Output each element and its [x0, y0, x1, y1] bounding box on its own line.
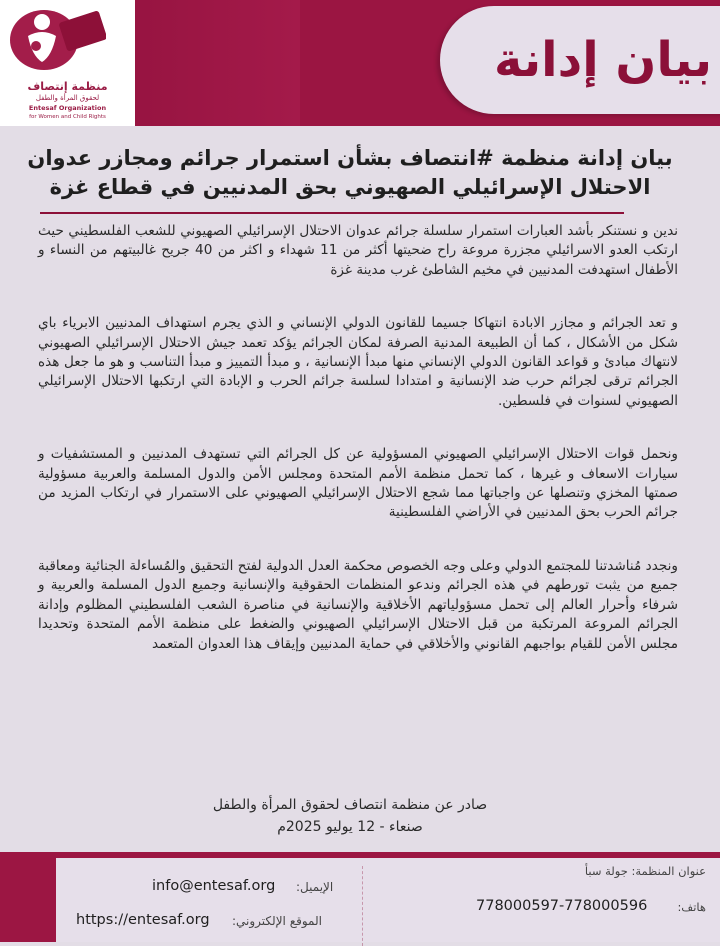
logo-name-en: Entesaf Organization — [28, 104, 107, 112]
footer-divider — [362, 866, 363, 946]
logo — [0, 0, 135, 126]
statement-body — [38, 222, 678, 654]
paragraph-responsibility: ونحمل قوات الاحتلال الإسرائيلي الصهيوني المسؤولية عن كل الجرائم التي تستهدف المدنيين و المستشفيات و سيارات الاسعاف و غيرها ، كما تحمل منظمة الأمم المتحدة ومجلس الأمن والدول المسلمة والعربية مسؤولية صمتها المخزي وتنصلها عن واجباتها مما شجع الاحتلال الإسرائيلي الصهيوني على الاستمرار في ارتكاب المزيد من جرائم الحرب بحق المدنيين في الأراضي الفلسطينية — [38, 446, 678, 521]
paragraph-appeal: ونجدد مُناشدتنا للمجتمع الدولي وعلى وجه الخصوص محكمة العدل الدولية لفتح التحقيق والمُساءلة الجنائية ومعاقبة جميع من يثبت تورطهم في هذه الجرائم وندعو المنظمات الحقوقية والإنسانية وجميع الدول المسلمة والعربية و شرفاء وأحرار العالم إلى تحمل مسؤولياتهم الأخلاقية والإنسانية في مناصرة الشعب الفلسطيني المظلوم وإدانة الجرائم المروعة المرتكبة من قبل الاحتلال الإسرائيلي الصهيوني والضغط على منظمة الأمم المتحدة وتحديدا مجلس الأمن للقيام بواجبهم القانوني والأخلاقي في حماية المدنيين وإيقاف هذا العدوان المتعمد — [38, 557, 678, 652]
header — [0, 0, 720, 130]
email-link[interactable]: info@entesaf.org — [152, 878, 276, 894]
page-title: بيان إدانة — [494, 32, 712, 88]
footer — [0, 852, 720, 942]
statement-headline: بيان إدانة منظمة #انتصاف بشأن استمرار جرائم ومجازر عدوان الاحتلال الإسرائيلي الصهيوني بحق المدنيين في قطاع غزة — [27, 146, 673, 199]
date-line: صنعاء - 12 يوليو 2025م — [277, 819, 423, 835]
logo-subtitle-en: for Women and Child Rights — [29, 114, 106, 120]
address-label: عنوان المنظمة: جولة سبأ — [584, 864, 706, 878]
title-pill — [440, 6, 720, 114]
issued-by — [160, 794, 540, 838]
paragraph-violations: و تعد الجرائم و مجازر الابادة انتهاكا جسيما للقانون الدولي الإنساني و الذي يجرم استهداف المدنيين الابرياء باي شكل من الأشكال ، كما أن الطبيعة المدنية الصرفة لمكان الجرائم يؤكد تعمد جيش الاحتلال الإسرائيلي الصهيوني لانتهاك مبادئ و قواعد القانون الدولي الإنساني منها مبدأ الإنسانية ، و مبدأ التمييز و مبدأ التناسب و هو ما جعل هذه الجرائم ترقى لجرائم حرب ضد الإنسانية و امتدادا لسلسة جرائم الحرب و الإبادة التي ارتكبها الاحتلال الإسرائيلي الصهيوني لسنوات في فلسطين. — [38, 315, 678, 409]
issuer-line: صادر عن منظمة انتصاف لحقوق المرأة والطفل — [212, 797, 488, 813]
phone-value[interactable]: 778000597-778000596 — [476, 898, 648, 914]
logo-name-ar: منظمة إنتصاف — [27, 80, 108, 93]
logo-subtitle-ar: لحقوق المرأة والطفل — [35, 94, 100, 102]
website-link[interactable]: https://entesaf.org — [76, 912, 210, 928]
logo-mark-icon — [6, 6, 106, 80]
headline-divider — [40, 212, 624, 214]
email-label: الإيميل: — [296, 880, 334, 894]
footer-card — [56, 858, 720, 942]
paragraph-condemnation: ندين و نستنكر بأشد العبارات استمرار سلسلة جرائم عدوان الاحتلال الإسرائيلي الصهيوني للشعب الفلسطيني حيث ارتكب العدو الاسرائيلي مجزرة مروعة راح ضحيتها أكثر من 11 شهداء و اكثر من 40 جريح غالبيتهم من النساء و الأطفال استهدفت المدنيين في مخيم الشاطئ غرب مدينة غزة — [38, 223, 678, 278]
phone-label: هاتف: — [677, 900, 706, 914]
website-label: الموقع الإلكتروني: — [232, 914, 322, 928]
